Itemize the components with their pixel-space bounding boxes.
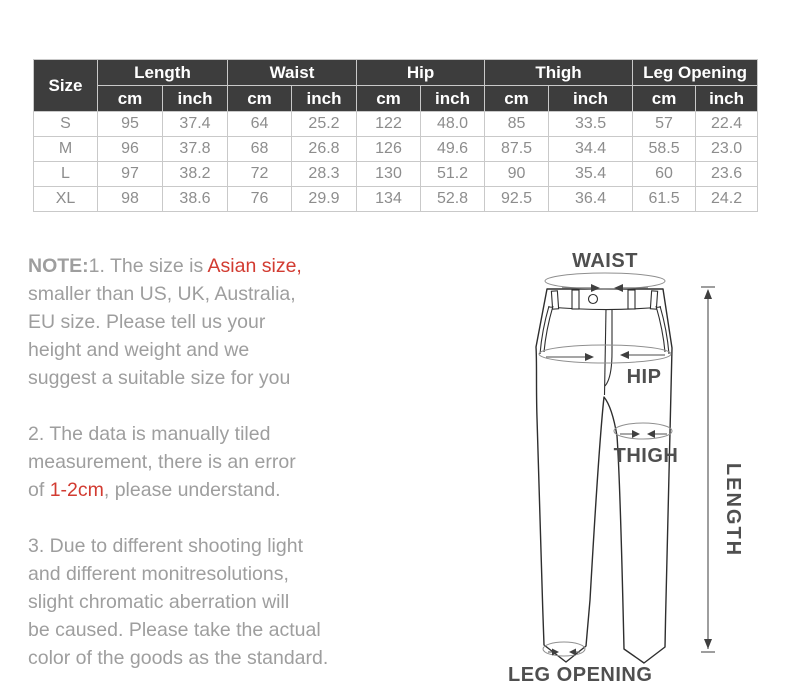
leg-opening-label: LEG OPENING (508, 664, 653, 686)
highlighted-text: 1-2cm (49, 479, 104, 501)
belt-loop-icon (572, 290, 579, 309)
note-line (28, 644, 408, 672)
note-text: slight chromatic aberration will (28, 591, 290, 613)
note-text: 3. Due to different shooting light (28, 535, 303, 557)
measurement-cell: 92.5 (485, 187, 549, 212)
measure-group-header: Leg Opening (633, 60, 758, 86)
size-table-body (34, 112, 758, 212)
measurement-cell: 98 (98, 187, 163, 212)
measurement-cell: 37.4 (163, 112, 228, 137)
note-text: smaller than US, UK, Australia, (28, 283, 296, 305)
measurement-cell: 23.0 (696, 137, 758, 162)
measure-group-header: Hip (357, 60, 485, 86)
measurement-cell: 22.4 (696, 112, 758, 137)
table-row (34, 187, 758, 212)
note-text: and different monitresolutions, (28, 563, 289, 585)
measurement-cell: 58.5 (633, 137, 696, 162)
measurement-cell: 26.8 (292, 137, 357, 162)
note-text: 2. The data is manually tiled (28, 423, 271, 445)
measurement-cell: 38.6 (163, 187, 228, 212)
table-row (34, 137, 758, 162)
note-text: EU size. Please tell us your (28, 311, 266, 333)
measurement-cell: 24.2 (696, 187, 758, 212)
size-cell: XL (34, 187, 98, 212)
unit-header: inch (696, 86, 758, 112)
measurement-cell: 134 (357, 187, 421, 212)
unit-header: cm (357, 86, 421, 112)
measurement-cell: 97 (98, 162, 163, 187)
note-line (28, 364, 408, 392)
measurement-cell: 29.9 (292, 187, 357, 212)
highlighted-text: Asian size, (207, 255, 302, 277)
note-text: color of the goods as the standard. (28, 647, 329, 669)
unit-header: inch (549, 86, 633, 112)
size-table-head (34, 60, 758, 112)
note-text: NOTE: (28, 255, 89, 277)
note-text: height and weight and we (28, 339, 250, 361)
note-line (28, 420, 408, 448)
measurement-cell: 37.8 (163, 137, 228, 162)
measurement-cell: 33.5 (549, 112, 633, 137)
note-text: suggest a suitable size for you (28, 367, 291, 389)
note-text: 1. The size is (88, 255, 208, 277)
measurement-cell: 61.5 (633, 187, 696, 212)
measurement-cell: 49.6 (421, 137, 485, 162)
note-line (28, 588, 408, 616)
measure-group-header: Thigh (485, 60, 633, 86)
unit-header: cm (485, 86, 549, 112)
unit-header: inch (421, 86, 485, 112)
unit-header: inch (163, 86, 228, 112)
size-table-header-row-units (34, 86, 758, 112)
measurement-cell: 57 (633, 112, 696, 137)
length-arrowhead-down-icon (704, 639, 712, 649)
measurement-cell: 28.3 (292, 162, 357, 187)
note-line (28, 280, 408, 308)
measurement-cell: 51.2 (421, 162, 485, 187)
note-line (28, 476, 408, 504)
measurement-cell: 96 (98, 137, 163, 162)
note-text: be caused. Please take the actual (28, 619, 321, 641)
measurement-cell: 64 (228, 112, 292, 137)
measurement-cell: 72 (228, 162, 292, 187)
table-row (34, 112, 758, 137)
size-cell: S (34, 112, 98, 137)
note-text: measurement, there is an error (28, 451, 296, 473)
measurement-cell: 126 (357, 137, 421, 162)
pants-measurement-diagram (500, 246, 762, 694)
waist-measure-ellipse (545, 273, 665, 289)
size-chart-table (33, 59, 758, 212)
unit-header: cm (633, 86, 696, 112)
note-line (28, 448, 408, 476)
unit-header: cm (98, 86, 163, 112)
size-cell: M (34, 137, 98, 162)
measure-group-header: Length (98, 60, 228, 86)
note-paragraph (28, 420, 408, 504)
belt-loop-icon (628, 290, 635, 309)
measure-group-header: Waist (228, 60, 357, 86)
note-line (28, 560, 408, 588)
hip-label: HIP (626, 366, 662, 388)
measurement-cell: 25.2 (292, 112, 357, 137)
measurement-cell: 76 (228, 187, 292, 212)
note-line (28, 336, 408, 364)
note-line (28, 252, 408, 280)
note-text: , please understand. (103, 479, 281, 501)
notes-section (28, 252, 408, 700)
measurement-cell: 90 (485, 162, 549, 187)
measurement-cell: 130 (357, 162, 421, 187)
waist-label: WAIST (572, 250, 638, 272)
length-label: LENGTH (722, 462, 744, 558)
measurement-cell: 38.2 (163, 162, 228, 187)
measurement-cell: 95 (98, 112, 163, 137)
measurement-cell: 68 (228, 137, 292, 162)
measurement-cell: 48.0 (421, 112, 485, 137)
note-paragraph (28, 252, 408, 392)
measurement-cell: 23.6 (696, 162, 758, 187)
measurement-cell: 85 (485, 112, 549, 137)
measurement-cell: 36.4 (549, 187, 633, 212)
note-line (28, 308, 408, 336)
unit-header: inch (292, 86, 357, 112)
note-text: of (28, 479, 50, 501)
thigh-label: THIGH (613, 445, 679, 467)
unit-header: cm (228, 86, 292, 112)
table-row (34, 162, 758, 187)
note-paragraph (28, 532, 408, 672)
size-corner-header: Size (34, 60, 98, 112)
measurement-cell: 34.4 (549, 137, 633, 162)
size-cell: L (34, 162, 98, 187)
measurement-cell: 60 (633, 162, 696, 187)
note-line (28, 532, 408, 560)
measurement-cell: 52.8 (421, 187, 485, 212)
measurement-cell: 122 (357, 112, 421, 137)
note-line (28, 616, 408, 644)
size-table-header-row-groups (34, 60, 758, 86)
measurement-cell: 35.4 (549, 162, 633, 187)
measurement-cell: 87.5 (485, 137, 549, 162)
length-arrowhead-up-icon (704, 289, 712, 299)
